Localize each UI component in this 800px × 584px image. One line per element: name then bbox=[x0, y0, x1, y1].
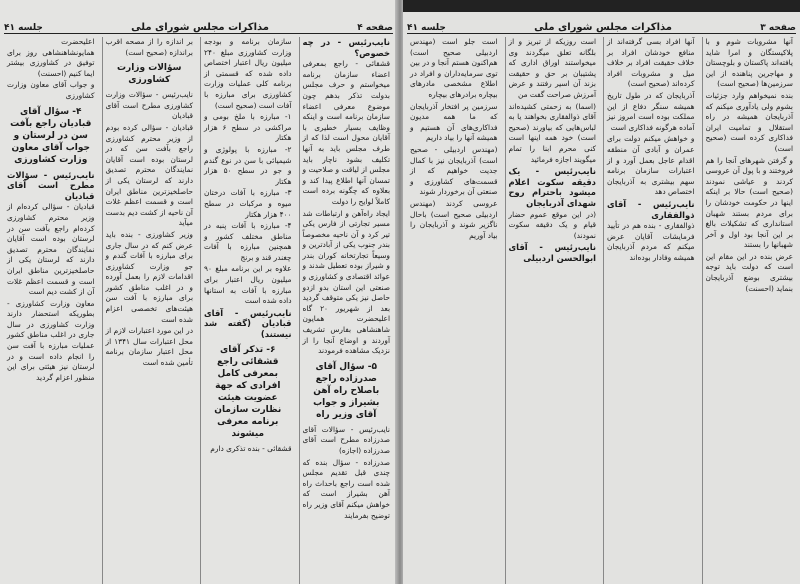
page-number: صفحه ۳ bbox=[760, 23, 796, 33]
page-header bbox=[4, 17, 393, 34]
paragraph: بر اندازه را از مصحه اقرب براندازه (صحیح است) bbox=[105, 37, 193, 57]
page-number: صفحه ۴ bbox=[357, 23, 393, 33]
paragraph: آنها مشروبات شوم و با پلاکیستگان و امرا شاید یافته‌اند پاکستان و بلوچستان و مهاجرین پناهنده از این سرزمین‌ها (صحیح است) bbox=[705, 37, 793, 89]
paragraph: عرض بنده در این مقام این است که دولت باید توجه بیشتری بوضع آذربایجان بنماید (احسنت) bbox=[705, 251, 793, 293]
paragraph: نایب‌رئیس - سؤالات وزارت کشاورزی مطرح است آقای قبادیان bbox=[105, 90, 193, 121]
text-columns bbox=[4, 37, 393, 584]
speaker-line: نایب‌رئیس - آقای ابوالحسن اردبیلی bbox=[508, 242, 596, 263]
paragraph: است جلو است (مهندس اردبیلی صحیح است) هم‌اکنون هستم آنجا و در بین توی سرمایه‌داران و افراد در اطلاع مشخصی مادرهای بیچاره برادرهای بیچاره bbox=[410, 37, 498, 99]
paragraph: قبادیان - سؤالی کرده بودم از وزیر محترم کشاورزی راجع بآفت سن که در لرستان بوده است آقایان نمایندگان محترم تصدیق دارند که لرستان یکی از حاصلخیزترین مناطق ایران است و قسمت اعظم غلات آن ناحیه از کشت دیم بدست میآید bbox=[105, 122, 193, 228]
paragraph: (در این موقع عموم حضار قیام و یک دقیقه سکوت نمودند) bbox=[508, 209, 596, 240]
scan-edge bbox=[403, 0, 800, 12]
publication-title: مذاکرات مجلس شورای ملی bbox=[534, 22, 672, 33]
paragraph: سرزمین پر افتخار آذربایجان که ما همه مدیون فداکاری‌های آن هستیم و همیشه آنها را بیاد داریم bbox=[410, 101, 498, 143]
text-column bbox=[603, 37, 698, 584]
text-column bbox=[200, 37, 295, 584]
paragraph: معاون وزارت کشاورزی - بطوریکه استحضار دارند وزارت کشاورزی در سال جاری در اغلب مناطق کشور عملیات مبارزه با آفت سن را انجام داده است و در لرستان نیز هیئتی برای این منظور اعزام گردید bbox=[7, 298, 95, 382]
right-page bbox=[403, 0, 800, 584]
section-heading: ۶- تذکر آقای قشقائی راجع بمعرفی کامل افرادی که جهة عضویت هیئت نظارت سازمان برنامه معرفی میشوند bbox=[214, 344, 282, 439]
speaker-line: نایب‌رئیس - آقای ذوالفقاری bbox=[607, 198, 695, 220]
paragraph: و خواهش میکنم دولت برای عمران و آبادی آن منطقه اقدام عاجل بعمل آورد و از اعتبارات سازمان برنامه سهم بیشتری به آذربایجان اختصاص دهد bbox=[607, 134, 695, 197]
paragraph: ۳- مبارزه با آفات درختان میوه و مرکبات در سطح ۴۰۰ هزار هکتار bbox=[204, 188, 292, 219]
paragraph: ایجاد راه‌آهن و ارتباطات شد مسیر تجارتی از فارس یکی تیر کرد و آن ناحیه مخصوصاً بندر جنوب یکی از آبادترین و وسیعاً تجارتخانه کوران بندر و شیراز بوده تعطیل شدند و عوائد اقتصادی و کشاورزی و صنعتی این استان بدو ازدو حاصل نیز یکی متوقف گردید بعد از شهریور ۲۰ گاه اعلیحضرت همایون شاهنشاهی بفارس تشریف آوردند و اوضاع آنجا را از نزدیک مشاهده فرمودند bbox=[302, 208, 390, 356]
paragraph: (اسما) به زحمتی کشیده‌اند آقای ذوالفقاری بخواهند یا به لباس‌هایی که بیاورند (صحیح است) خود همه اینها است کنی محرم ابنا را تمام میگویند اجازه فرمائید bbox=[508, 101, 596, 164]
text-column bbox=[299, 37, 394, 584]
paragraph: آنها افراد بسی گرفته‌اند از منافع خودشان افراد بر خلاف حقیقت افراد بر خلاف میل و مشروبات افراد کرده‌اند (صحیح است) bbox=[607, 37, 695, 89]
paragraph: اعلیحضرت همایونشاهنشاهی روز برای توفیق در کشاورزی بیشتر ایما کنیم (احسنت) bbox=[7, 37, 95, 78]
text-column bbox=[407, 37, 501, 584]
paragraph: سازمان برنامه و بودجه وزارت کشاورزی مبلغ ۲۴۰ میلیون ریال اعتبار اختصاص داده شده که قسمتی از برنامه کلی عملیات وزارت کشاورزی برای مبارزه با آفات است (صحیح است) bbox=[204, 37, 292, 110]
paragraph: ۱- مبارزه با ملخ بومی و مراکشی در سطح ۶ هزار هکتار bbox=[204, 112, 292, 143]
section-heading: سؤالات وزارت کشاورزی bbox=[116, 63, 182, 86]
text-columns bbox=[407, 37, 796, 584]
page-header bbox=[407, 17, 796, 34]
paragraph: صدرزاده - سؤال بنده که چندی قبل تقدیم مجلس شده است راجع باحداث راه آهن بشیراز است که خواهش میکنم آقای وزیر راه توضیح بفرمایند bbox=[302, 457, 390, 520]
speaker-line: نایب‌رئیس - سؤالات مطرح است آقای قبادیان bbox=[7, 169, 95, 201]
paragraph: عروسی کردند (مهندس اردبیلی صحیح است) باحال ناگزیر شوند و آذربایجان را بیاد آوریم bbox=[410, 198, 498, 240]
speaker-line: نایب‌رئیس - یک دقیقه سکوت اعلام میشود باحترام روح شهدای آذربایجان bbox=[508, 166, 596, 208]
paragraph: قشقائی - بنده تذکری دارم bbox=[210, 443, 292, 453]
text-column bbox=[505, 37, 600, 584]
speaker-line: نایب‌رئیس - آقای قبادیان (گفته شد نیستند) bbox=[204, 307, 292, 340]
paragraph: ۲- مبارزه با پولوژی و شیمیائی با سن در نوع گندم و جو در سطح ۵۰ هزار هکتار bbox=[204, 144, 292, 186]
text-column bbox=[702, 37, 797, 584]
session-number: جلسه ۴۱ bbox=[407, 23, 446, 33]
section-heading: ۵- سؤال آقای صدرزاده راجع باصلاح راه آهن بشیراز و جواب آقای وزیر راه bbox=[313, 361, 380, 420]
text-column bbox=[102, 37, 197, 584]
text-column bbox=[4, 37, 98, 584]
paragraph: ۴- مبارزه با آفات پنبه در مناطق مختلف کشور و همچنین مبارزه با آفات چغندر قند و برنج bbox=[204, 221, 292, 262]
paragraph: آذربایجان که در طول تاریخ همیشه سنگر دفاع از این مملکت بوده است امروز نیز آماده هرگونه فداکاری است bbox=[607, 90, 695, 132]
paragraph: قشقائی - راجع بمعرفی اعضاء سازمان برنامه میخواستم و حرف مجلس بدولت تذکر بدهم چون موضوع معرفی اعضاء سازمان برنامه است و اینکه وظایف بسیار خطیری با آقایان محول است لذا که از طرف مجلس باید به آنها تکلیف بشود ناچار باید مجلس از لیاقت و صلاحیت و تمسان آنها اطلاع پیدا کند و بعلاوه که چگونه برده است کاملاً لوایح را دولت bbox=[302, 59, 390, 206]
paragraph: (مهندس اردبیلی - صحیح است) آذربایجان نیز با کمال جدیت خواهیم که از قسمت‌های کشاورزی و صنعتی آن برخوردار شوند bbox=[410, 144, 498, 197]
paragraph: و گرفتن شهرهای آنجا را هم فروختند و با پول آن عروسی کردند و عیاشی نمودند (صحیح است) حالا بر اینکه اینها در حکومت خودشان را برای مردم بستند شهبان استانداری که تشکیلات بالغ بر این آنجا بود اول و آخر شهبانها را بستند bbox=[705, 155, 793, 250]
session-number: جلسه ۴۱ bbox=[4, 23, 43, 33]
section-heading: ۴- سؤال آقای قبادیان راجع بآفت سن در لرستان و جواب آقای معاون وزارت کشاورزی bbox=[10, 106, 92, 165]
paragraph: و جواب آقای معاون وزارت کشاورزی bbox=[7, 80, 95, 100]
paragraph: در این مورد اعتبارات لازم از محل اعتبارات سال ۱۳۴۱ از محل اعتبار سازمان برنامه تأمین شده است bbox=[105, 326, 193, 368]
speaker-line: نایب‌رئیس - در چه خصوص؟ bbox=[302, 37, 390, 58]
paragraph: قبادیان - سؤالی کرده‌ام از وزیر محترم کشاورزی کرده‌ام راجع بآفت سن در لرستان بوده است آقایان نمایندگان محترم تصدیق دارند که لرستان یکی از حاصلخیزترین مناطق ایران است و قسمت اعظم غلات آن از کشت دیم است bbox=[7, 202, 95, 297]
paragraph: ذوالفقاری - بنده هم در تأیید فرمایشات آقایان عرض میکنم که مردم آذربایجان همیشه وفادار بوده‌اند bbox=[607, 221, 695, 262]
paragraph: وزیر کشاورزی - بنده باید عرض کنم که در سال جاری برای مبارزه با آفات گندم و جو وزارت کشاورزی اقدامات لازم را بعمل آورده و در اغلب مناطق کشور برای مبارزه با آفت سن هیئت‌های تخصصی اعزام شده است bbox=[105, 229, 193, 324]
left-page bbox=[0, 0, 397, 584]
paragraph: است روزیکه از تبریز و از بلگانه تعلق میگردند وی میخواستند اوراق اداری که پشتیبان بر حق و حقیقت بزند آن اسیر رفتند و عرض آمرزش صراحت گفت من bbox=[508, 37, 596, 99]
paragraph: علاوه بر این برنامه مبلغ ۹۰ میلیون ریال اعتبار برای مبارزه با آفات به استانها داده شده است bbox=[204, 264, 292, 306]
publication-title: مذاکرات مجلس شورای ملی bbox=[131, 22, 269, 33]
paragraph: نایب‌رئیس - سؤالات آقای صدرزاده مطرح است آقای صدرزاده (اجازه) bbox=[302, 424, 390, 455]
paragraph: بنده نمیخواهم وارد جزئیات بشوم ولی یادآوری میکنم که آذربایجان همیشه در راه استقلال و تمامیت ایران فداکاری کرده است (صحیح است) bbox=[705, 90, 793, 153]
